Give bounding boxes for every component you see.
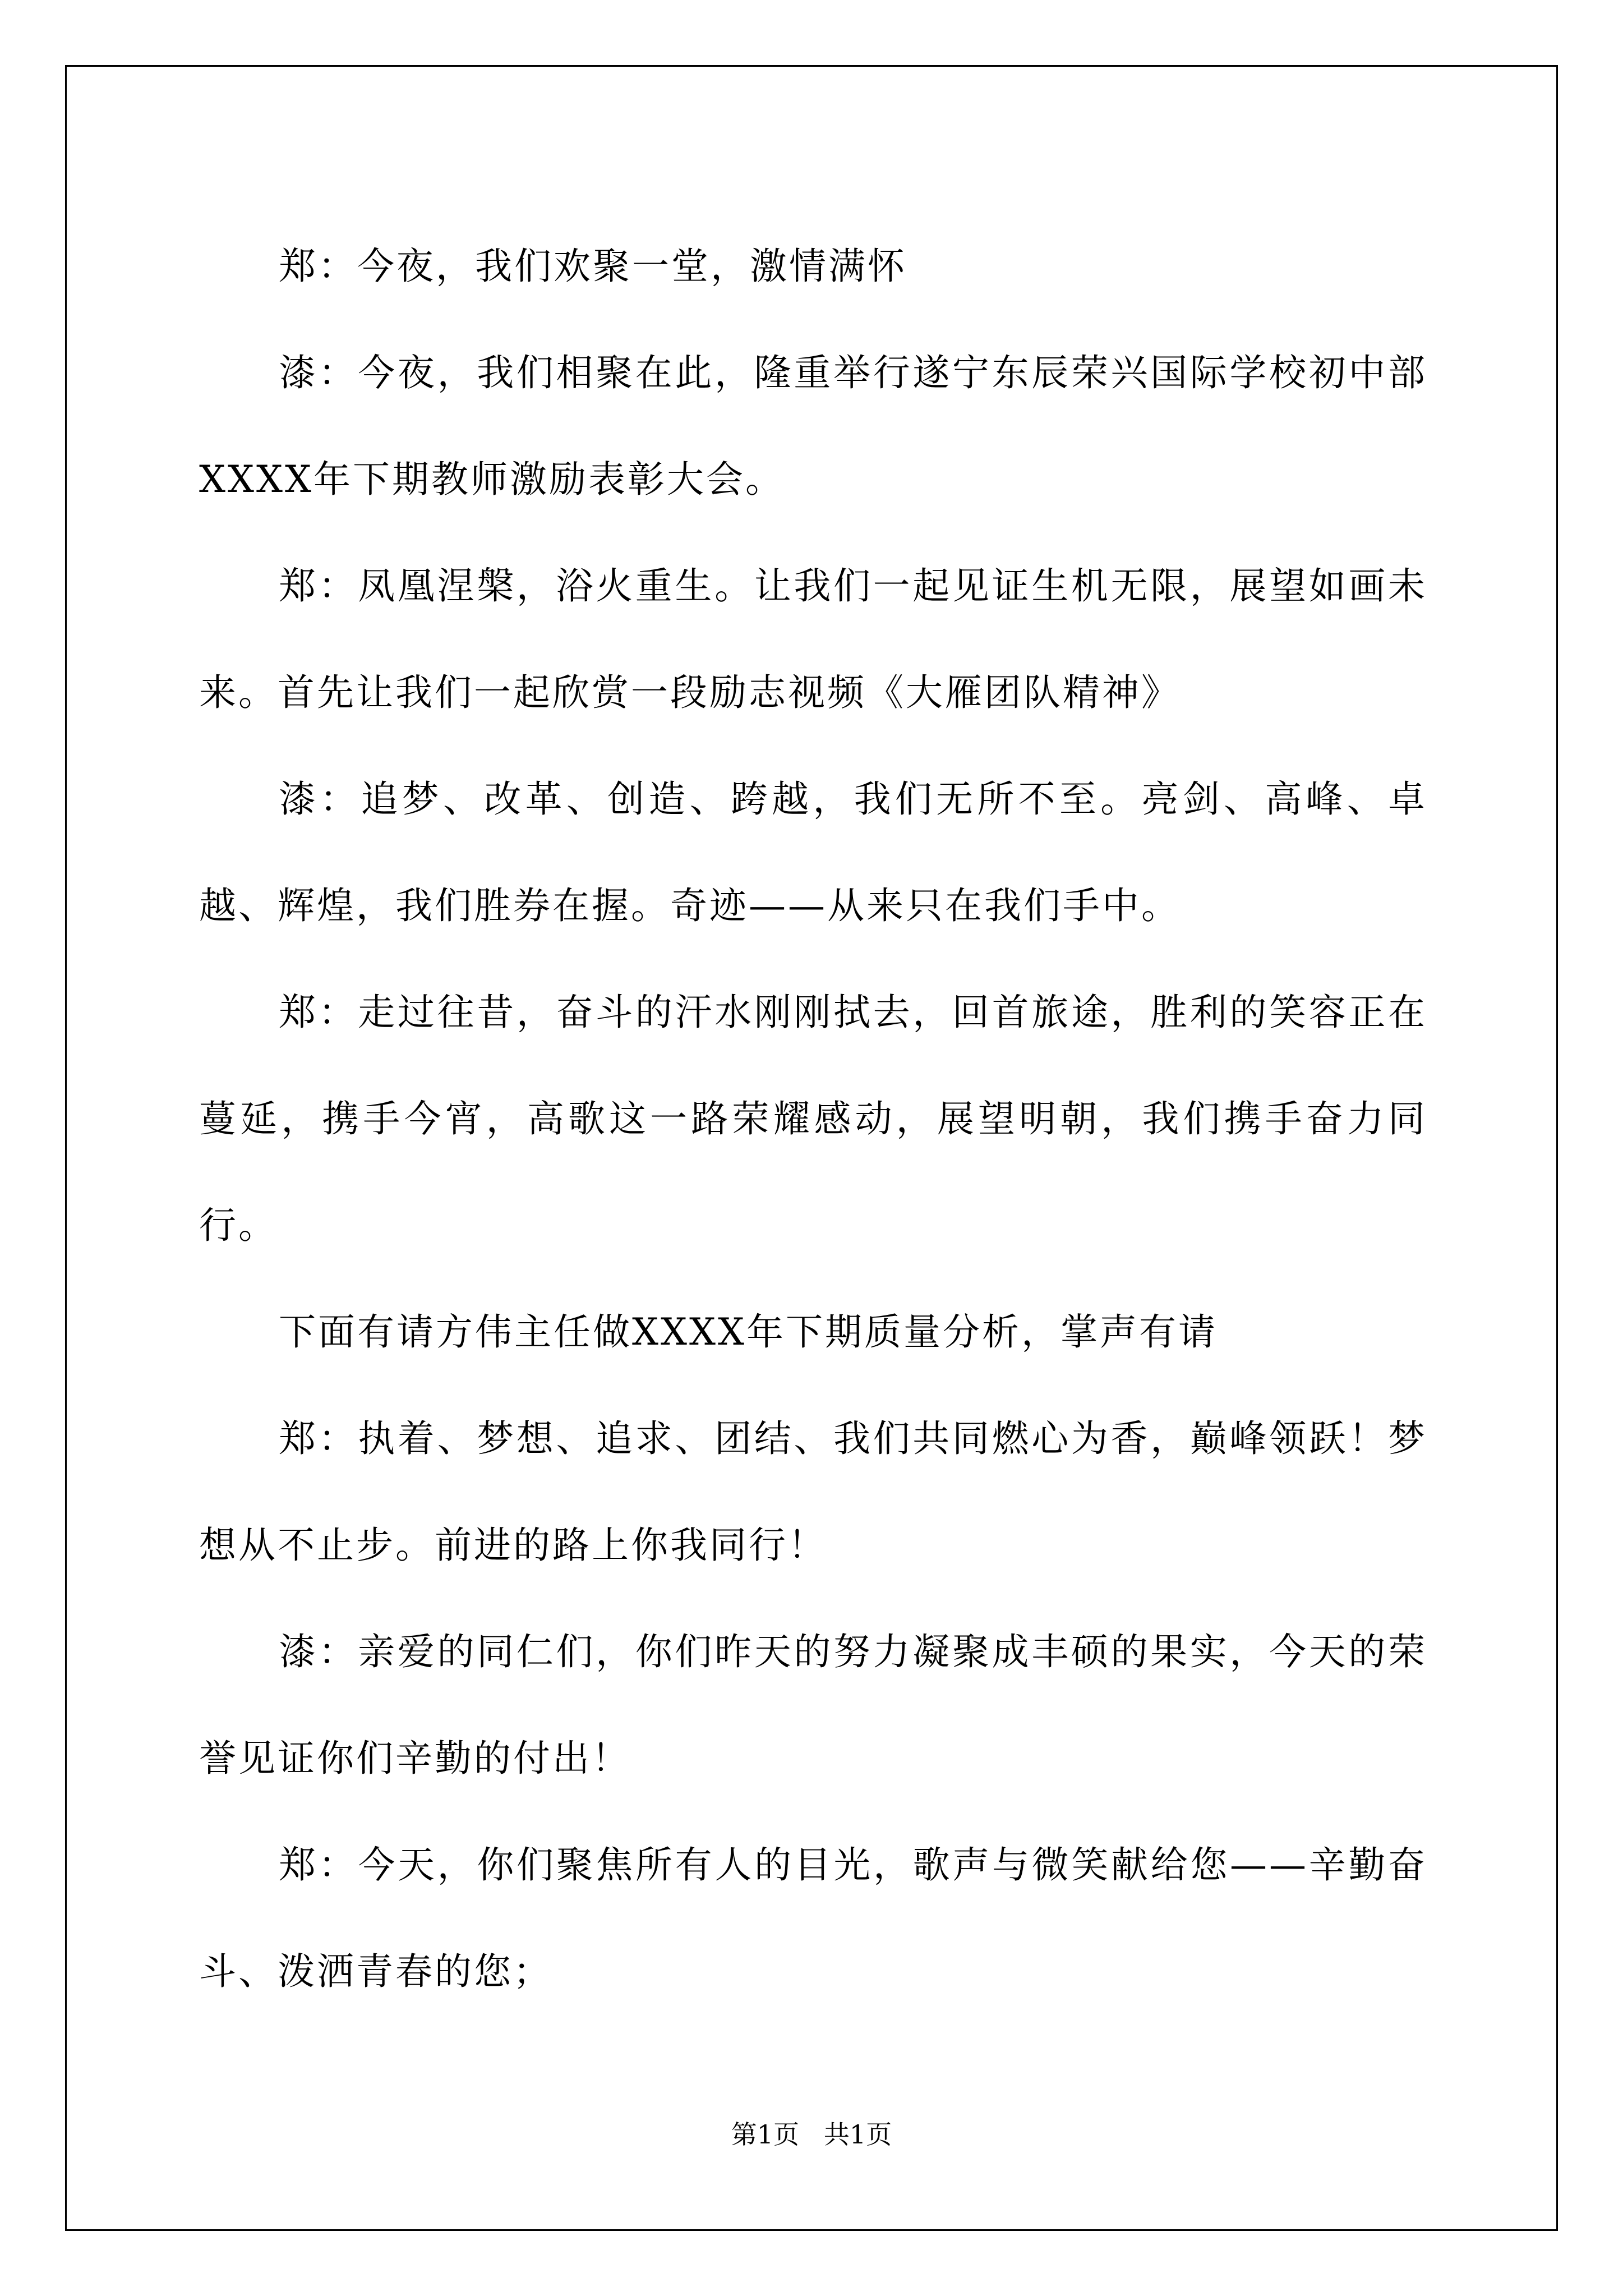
paragraph: 漆：今夜，我们相聚在此，隆重举行遂宁东辰荣兴国际学校初中部XXXX年下期教师激励表彰大会。	[199, 351, 1427, 501]
paragraph: 郑：执着、梦想、追求、团结、我们共同燃心为香，巅峰领跃！梦想从不止步。前进的路上你我同行！	[199, 1417, 1427, 1567]
paragraph: 郑：走过往昔，奋斗的汗水刚刚拭去，回首旅途，胜利的笑容正在蔓延，携手今宵，高歌这一路荣耀感动，展望明朝，我们携手奋力同行。	[199, 991, 1427, 1247]
paragraph: 漆：亲爱的同仁们，你们昨天的努力凝聚成丰硕的果实，今天的荣誉见证你们辛勤的付出！	[199, 1630, 1427, 1780]
document-body	[199, 213, 1427, 2025]
page-number-footer: 第1页 共1页	[731, 2119, 892, 2150]
paragraph: 郑：今天，你们聚焦所有人的目光，歌声与微笑献给您——辛勤奋斗、泼洒青春的您；	[199, 1843, 1427, 1993]
paragraph: 下面有请方伟主任做XXXX年下期质量分析，掌声有请	[279, 1310, 1218, 1354]
paragraph: 漆：追梦、改革、创造、跨越，我们无所不至。亮剑、高峰、卓越、辉煌，我们胜券在握。奇迹——从来只在我们手中。	[199, 777, 1427, 927]
paragraph: 郑：凤凰涅槃，浴火重生。让我们一起见证生机无限，展望如画未来。首先让我们一起欣赏一段励志视频《大雁团队精神》	[199, 564, 1427, 714]
paragraph: 郑：今夜，我们欢聚一堂，激情满怀	[279, 245, 907, 288]
